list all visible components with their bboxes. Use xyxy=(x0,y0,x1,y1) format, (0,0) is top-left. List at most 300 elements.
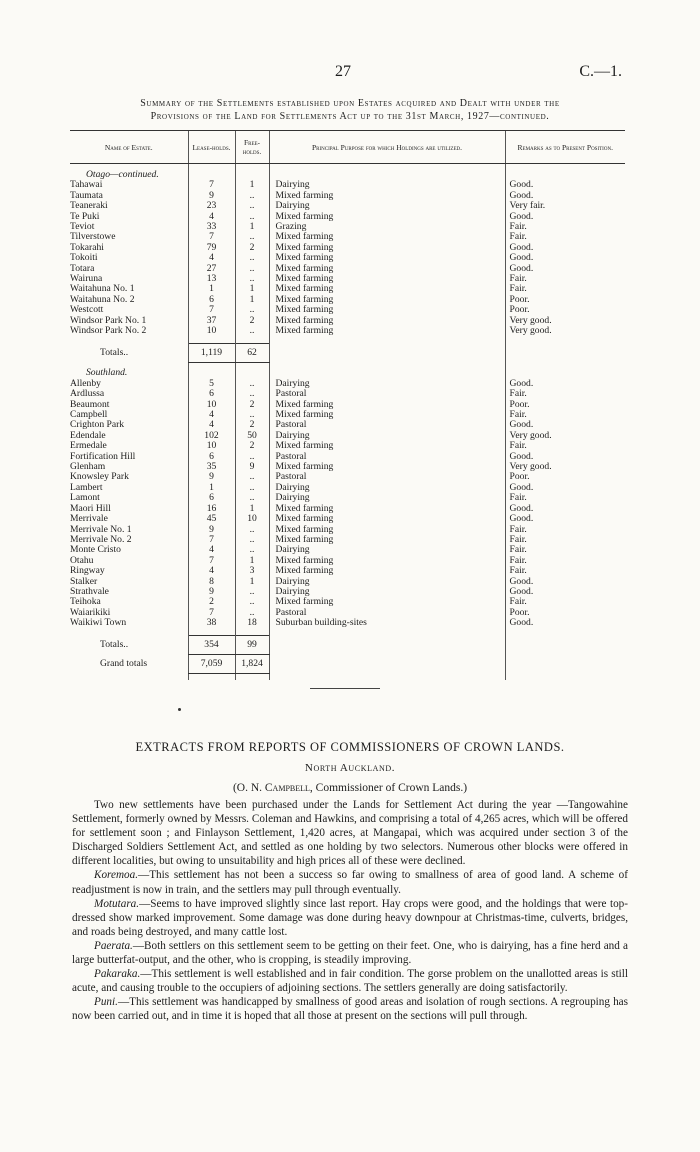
leaseholds-value: 16 xyxy=(188,504,235,514)
spacer-cell xyxy=(269,674,505,681)
estate-name: Allenby xyxy=(70,378,101,389)
table-row xyxy=(70,535,625,545)
purpose-value: Dairying xyxy=(275,586,310,597)
table-row xyxy=(70,618,625,628)
report-body xyxy=(72,798,628,1024)
remarks-value: Fair. xyxy=(505,232,625,242)
remarks-value: Fair. xyxy=(505,274,625,284)
leaseholds-value: 2 xyxy=(188,597,235,607)
region-label: Southland. xyxy=(86,367,128,379)
estate-name-cell xyxy=(70,316,188,326)
remarks-value: Good. xyxy=(505,243,625,253)
purpose-value: Dairying xyxy=(275,493,310,504)
leaseholds-value: 6 xyxy=(188,452,235,462)
page-dot-mark xyxy=(178,708,181,711)
estate-name: Edendale xyxy=(70,430,106,441)
remarks-value: Fair. xyxy=(505,535,625,545)
purpose-cell xyxy=(269,191,505,201)
purpose-cell xyxy=(269,597,505,607)
leaseholds-value: 9 xyxy=(188,191,235,201)
remarks-value: Fair. xyxy=(505,566,625,576)
estate-name: Windsor Park No. 1 xyxy=(70,315,147,326)
freeholds-value: .. xyxy=(235,452,269,462)
table-row xyxy=(70,462,625,472)
remarks-value: Fair. xyxy=(505,222,625,232)
report-paragraph xyxy=(72,897,628,939)
purpose-value: Dairying xyxy=(275,430,310,441)
header-name: Name of Estate. xyxy=(70,131,188,164)
paragraph-text: —This settlement has not been a success so far owing to smallness of area of good land. A scheme of readjustment is now in train, and the settlers may pull through eventually. xyxy=(72,869,628,896)
leaseholds-value: 7 xyxy=(188,535,235,545)
table-row xyxy=(70,566,625,576)
remarks-value: Fair. xyxy=(505,556,625,566)
region-label: Otago—continued. xyxy=(86,169,159,180)
commissioner-name: O. N. Campbell xyxy=(236,782,310,794)
table-row xyxy=(70,587,625,597)
purpose-value: Dairying xyxy=(275,201,310,212)
page-number: 27 xyxy=(335,63,351,80)
table-header-row xyxy=(70,131,625,164)
freeholds-value: 2 xyxy=(235,441,269,451)
estate-name-cell xyxy=(70,608,188,618)
freeholds-value: .. xyxy=(235,389,269,399)
freeholds-value: .. xyxy=(235,191,269,201)
table-caption-line1: Summary of the Settlements established upon Estates acquired and Dealt with under the xyxy=(140,98,560,109)
report-paragraph xyxy=(72,939,628,967)
estate-name: Teaneraki xyxy=(70,201,108,212)
remarks-value: Very good. xyxy=(505,462,625,472)
estate-name: Tokarahi xyxy=(70,242,104,253)
remarks-value: Poor. xyxy=(505,472,625,482)
estate-name: Stalker xyxy=(70,576,98,587)
region-row xyxy=(70,164,625,181)
purpose-cell xyxy=(269,566,505,576)
remarks-value: Fair. xyxy=(505,597,625,607)
header-purpose: Principal Purpose for which Holdings are utilized. xyxy=(269,131,505,164)
estate-name: Ringway xyxy=(70,566,105,577)
estate-name: Otahu xyxy=(70,555,94,566)
purpose-cell xyxy=(269,556,505,566)
estate-name-cell xyxy=(70,483,188,493)
leaseholds-value: 7 xyxy=(188,232,235,242)
purpose-value: Mixed farming xyxy=(275,294,334,305)
freeholds-value: 10 xyxy=(235,514,269,524)
totals-leaseholds: 354 xyxy=(188,635,235,654)
leaseholds-value: 6 xyxy=(188,389,235,399)
estate-name: Teihoka xyxy=(70,597,101,608)
empty-cell xyxy=(505,164,625,181)
paragraph-text: —Both settlers on this settlement seem to be getting on their feet. One, who is dairying, has a fine herd and a large butterfat-output, and the other, who is cropping, is steadily improving. xyxy=(72,939,628,967)
estate-name-cell xyxy=(70,410,188,420)
purpose-value: Mixed farming xyxy=(275,441,334,452)
leaseholds-value: 13 xyxy=(188,274,235,284)
purpose-cell xyxy=(269,212,505,222)
estate-name: Merrivale xyxy=(70,514,108,525)
estate-name: Lamont xyxy=(70,493,100,504)
leaseholds-value: 9 xyxy=(188,472,235,482)
table-row xyxy=(70,514,625,524)
leaseholds-value: 5 xyxy=(188,379,235,389)
leaseholds-value: 6 xyxy=(188,493,235,503)
estate-name-cell xyxy=(70,212,188,222)
freeholds-value: .. xyxy=(235,305,269,315)
estate-name-cell xyxy=(70,243,188,253)
spacer-row xyxy=(70,674,625,681)
estate-name: Waitahuna No. 2 xyxy=(70,294,135,305)
purpose-cell xyxy=(269,201,505,211)
purpose-value: Mixed farming xyxy=(275,211,334,222)
remarks-value: Poor. xyxy=(505,295,625,305)
purpose-value: Dairying xyxy=(275,545,310,556)
purpose-value: Mixed farming xyxy=(275,274,334,285)
purpose-value: Mixed farming xyxy=(275,399,334,410)
estate-name-cell xyxy=(70,535,188,545)
empty-cell xyxy=(505,362,625,378)
leaseholds-value: 4 xyxy=(188,410,235,420)
purpose-cell xyxy=(269,253,505,263)
leaseholds-value: 37 xyxy=(188,316,235,326)
purpose-value: Mixed farming xyxy=(275,232,334,243)
freeholds-value: .. xyxy=(235,493,269,503)
leaseholds-value: 7 xyxy=(188,180,235,190)
report-paragraph xyxy=(72,967,628,995)
estate-name-cell xyxy=(70,472,188,482)
estate-name: Tahawai xyxy=(70,180,103,191)
paragraph-text: Two new settlements have been purchased under the Lands for Settlement Act during the year —Tangowahine Settlement, formerly owned by Messrs. Coleman and Hawkins, and comprising a total of 4,265 acres, which will be offered for settlement soon ; and Finlayson Settlement, 1,420 acres, at Mangapai, which was acquired under section 3 of the Discharged Soldiers Settlement Act, and settled as one holding by two selectors. Numerous other blocks were offered in different localities, but owing to unsuitability and high prices all of these were declined. xyxy=(72,799,628,868)
purpose-cell xyxy=(269,264,505,274)
leaseholds-value: 9 xyxy=(188,525,235,535)
leaseholds-value: 4 xyxy=(188,420,235,430)
remarks-value: Good. xyxy=(505,180,625,190)
leaseholds-value: 10 xyxy=(188,400,235,410)
remarks-value: Fair. xyxy=(505,389,625,399)
purpose-cell xyxy=(269,618,505,628)
estate-name-cell xyxy=(70,295,188,305)
leaseholds-value: 79 xyxy=(188,243,235,253)
estate-name-cell xyxy=(70,441,188,451)
purpose-value: Dairying xyxy=(275,482,310,493)
freeholds-value: 1 xyxy=(235,284,269,294)
freeholds-value: .. xyxy=(235,587,269,597)
freeholds-value: .. xyxy=(235,545,269,555)
estate-name-cell xyxy=(70,180,188,190)
purpose-value: Mixed farming xyxy=(275,242,334,253)
purpose-cell xyxy=(269,326,505,336)
purpose-value: Suburban building-sites xyxy=(275,618,367,629)
freeholds-value: .. xyxy=(235,410,269,420)
estate-name: Westcott xyxy=(70,305,104,316)
purpose-value: Mixed farming xyxy=(275,597,334,608)
estate-name: Crighton Park xyxy=(70,420,125,431)
table-row xyxy=(70,389,625,399)
estate-name: Tilverstowe xyxy=(70,232,116,243)
freeholds-value: 50 xyxy=(235,431,269,441)
estate-name-cell xyxy=(70,420,188,430)
paragraph-lead: Motutara. xyxy=(94,897,140,910)
purpose-cell xyxy=(269,389,505,399)
freeholds-value: 1 xyxy=(235,577,269,587)
purpose-cell xyxy=(269,316,505,326)
purpose-value: Mixed farming xyxy=(275,263,334,274)
header-remarks: Remarks as to Present Position. xyxy=(505,131,625,164)
leaseholds-value: 27 xyxy=(188,264,235,274)
table-row xyxy=(70,274,625,284)
estate-name: Campbell xyxy=(70,410,108,421)
leaseholds-value: 38 xyxy=(188,618,235,628)
estate-name: Strathvale xyxy=(70,586,109,597)
remarks-value: Very good. xyxy=(505,326,625,336)
region-heading: North Auckland. xyxy=(304,762,396,774)
estate-name-cell xyxy=(70,431,188,441)
remarks-value: Fair. xyxy=(505,545,625,555)
region-row xyxy=(70,362,625,378)
leaseholds-value: 1 xyxy=(188,483,235,493)
estate-name: Tokoiti xyxy=(70,253,98,264)
estate-name-cell xyxy=(70,545,188,555)
remarks-value: Good. xyxy=(505,483,625,493)
table-row xyxy=(70,243,625,253)
table-row xyxy=(70,493,625,503)
leaseholds-value: 1 xyxy=(188,284,235,294)
empty-cell xyxy=(505,343,625,362)
totals-label: Totals.. xyxy=(100,638,129,650)
purpose-value: Grazing xyxy=(275,222,307,233)
table-row xyxy=(70,525,625,535)
table-row xyxy=(70,452,625,462)
purpose-cell xyxy=(269,462,505,472)
totals-leaseholds: 1,119 xyxy=(188,343,235,362)
empty-cell xyxy=(269,164,505,181)
table-row xyxy=(70,201,625,211)
totals-freeholds: 62 xyxy=(235,343,269,362)
purpose-value: Mixed farming xyxy=(275,410,334,421)
totals-label: Totals.. xyxy=(100,346,129,358)
remarks-value: Good. xyxy=(505,577,625,587)
purpose-cell xyxy=(269,577,505,587)
estate-name-cell xyxy=(70,253,188,263)
remarks-value: Fair. xyxy=(505,410,625,420)
purpose-value: Mixed farming xyxy=(275,315,334,326)
header-freeholds: Free-holds. xyxy=(235,131,269,164)
table-row xyxy=(70,232,625,242)
leaseholds-value: 23 xyxy=(188,201,235,211)
estate-name: Waikiwi Town xyxy=(70,618,127,629)
estate-name-cell xyxy=(70,493,188,503)
leaseholds-value: 7 xyxy=(188,556,235,566)
purpose-cell xyxy=(269,284,505,294)
remarks-value: Fair. xyxy=(505,441,625,451)
purpose-value: Mixed farming xyxy=(275,524,334,535)
purpose-value: Pastoral xyxy=(275,607,307,618)
leaseholds-value: 102 xyxy=(188,431,235,441)
purpose-value: Dairying xyxy=(275,180,310,191)
paragraph-text: —Seems to have improved slightly since last report. Hay crops were good, and the holdings that were top-dressed show marked improvement. Some damage was done during heavy downpour at Christmas-time, culverts, bridges, and roads being destroyed, and many cattle lost. xyxy=(72,897,628,938)
table-row xyxy=(70,608,625,618)
table-row xyxy=(70,504,625,514)
table-row xyxy=(70,305,625,315)
leaseholds-value: 10 xyxy=(188,441,235,451)
empty-cell xyxy=(269,362,505,378)
purpose-cell xyxy=(269,608,505,618)
commissioner-line: (O. N. Campbell, Commissioner of Crown Lands.) xyxy=(232,782,468,794)
estate-name-cell xyxy=(70,504,188,514)
empty-cell xyxy=(505,654,625,673)
estate-name-cell xyxy=(70,587,188,597)
document-code: C.—1. xyxy=(579,63,622,80)
freeholds-value: .. xyxy=(235,274,269,284)
purpose-cell xyxy=(269,514,505,524)
freeholds-value: 1 xyxy=(235,180,269,190)
remarks-value: Good. xyxy=(505,253,625,263)
leaseholds-value: 4 xyxy=(188,253,235,263)
estate-name-cell xyxy=(70,462,188,472)
purpose-cell xyxy=(269,410,505,420)
table-row xyxy=(70,284,625,294)
purpose-value: Mixed farming xyxy=(275,326,334,337)
purpose-cell xyxy=(269,452,505,462)
estate-name-cell xyxy=(70,201,188,211)
table-row xyxy=(70,597,625,607)
purpose-cell xyxy=(269,295,505,305)
estate-name: Totara xyxy=(70,263,95,274)
remarks-value: Good. xyxy=(505,514,625,524)
totals-row xyxy=(70,343,625,362)
purpose-value: Mixed farming xyxy=(275,555,334,566)
totals-freeholds: 99 xyxy=(235,635,269,654)
leaseholds-value: 35 xyxy=(188,462,235,472)
report-paragraph xyxy=(72,798,628,868)
estate-name: Te Puki xyxy=(70,211,100,222)
purpose-value: Mixed farming xyxy=(275,503,334,514)
freeholds-value: .. xyxy=(235,326,269,336)
estate-name-cell xyxy=(70,618,188,628)
purpose-value: Mixed farming xyxy=(275,253,334,264)
remarks-value: Very good. xyxy=(505,316,625,326)
estate-name-cell xyxy=(70,264,188,274)
table-row xyxy=(70,326,625,336)
leaseholds-value: 4 xyxy=(188,545,235,555)
freeholds-value: .. xyxy=(235,483,269,493)
freeholds-value: 18 xyxy=(235,618,269,628)
freeholds-value: 2 xyxy=(235,420,269,430)
empty-cell xyxy=(188,362,235,378)
report-paragraph xyxy=(72,868,628,896)
table-row xyxy=(70,212,625,222)
estate-name-cell xyxy=(70,577,188,587)
remarks-value: Very good. xyxy=(505,431,625,441)
estate-name: Glenham xyxy=(70,462,106,473)
estate-name-cell xyxy=(70,379,188,389)
estate-name-cell xyxy=(70,525,188,535)
settlements-table xyxy=(70,130,625,680)
estate-name-cell xyxy=(70,597,188,607)
empty-cell xyxy=(188,164,235,181)
leaseholds-value: 4 xyxy=(188,566,235,576)
estate-name-cell xyxy=(70,400,188,410)
table-row xyxy=(70,253,625,263)
estate-name: Wairuna xyxy=(70,274,103,285)
purpose-cell xyxy=(269,305,505,315)
estate-name-cell xyxy=(70,222,188,232)
table-row xyxy=(70,472,625,482)
purpose-value: Mixed farming xyxy=(275,514,334,525)
estate-name-cell xyxy=(70,389,188,399)
freeholds-value: 1 xyxy=(235,222,269,232)
grand-totals-row xyxy=(70,654,625,673)
table-row xyxy=(70,483,625,493)
table-row xyxy=(70,191,625,201)
estate-name-cell xyxy=(70,452,188,462)
empty-cell xyxy=(269,654,505,673)
table-row xyxy=(70,545,625,555)
purpose-cell xyxy=(269,441,505,451)
estate-name: Fortification Hill xyxy=(70,451,136,462)
remarks-value: Good. xyxy=(505,264,625,274)
estate-name: Monte Cristo xyxy=(70,545,121,556)
estate-name-cell xyxy=(70,191,188,201)
remarks-value: Good. xyxy=(505,191,625,201)
leaseholds-value: 10 xyxy=(188,326,235,336)
remarks-value: Very fair. xyxy=(505,201,625,211)
estate-name: Taumata xyxy=(70,190,103,201)
purpose-value: Pastoral xyxy=(275,472,307,483)
table-row xyxy=(70,379,625,389)
estate-name: Merrivale No. 1 xyxy=(70,524,132,535)
purpose-cell xyxy=(269,379,505,389)
remarks-value: Fair. xyxy=(505,493,625,503)
totals-row xyxy=(70,635,625,654)
freeholds-value: 3 xyxy=(235,566,269,576)
freeholds-value: 1 xyxy=(235,295,269,305)
spacer-cell xyxy=(235,674,269,681)
estate-name-cell xyxy=(70,232,188,242)
estate-name-cell xyxy=(70,566,188,576)
purpose-value: Pastoral xyxy=(275,420,307,431)
leaseholds-value: 33 xyxy=(188,222,235,232)
freeholds-value: .. xyxy=(235,264,269,274)
estate-name-cell xyxy=(70,514,188,524)
purpose-value: Mixed farming xyxy=(275,305,334,316)
grand-totals-leaseholds: 7,059 xyxy=(188,654,235,673)
table-row xyxy=(70,295,625,305)
estate-name: Ardlussa xyxy=(70,389,105,400)
freeholds-value: .. xyxy=(235,525,269,535)
remarks-value: Good. xyxy=(505,587,625,597)
paragraph-lead: Koremoa. xyxy=(94,869,139,882)
leaseholds-value: 6 xyxy=(188,295,235,305)
freeholds-value: .. xyxy=(235,379,269,389)
purpose-cell xyxy=(269,545,505,555)
purpose-cell xyxy=(269,274,505,284)
leaseholds-value: 4 xyxy=(188,212,235,222)
remarks-value: Poor. xyxy=(505,305,625,315)
table-row xyxy=(70,222,625,232)
purpose-cell xyxy=(269,222,505,232)
remarks-value: Good. xyxy=(505,379,625,389)
estate-name-cell xyxy=(70,326,188,336)
table-row xyxy=(70,431,625,441)
purpose-cell xyxy=(269,243,505,253)
estate-name: Lambert xyxy=(70,482,103,493)
purpose-value: Dairying xyxy=(275,576,310,587)
grand-totals-label: Grand totals xyxy=(100,657,148,669)
table-row xyxy=(70,316,625,326)
table-row xyxy=(70,556,625,566)
empty-cell xyxy=(235,164,269,181)
estate-name: Waitahuna No. 1 xyxy=(70,284,135,295)
purpose-value: Pastoral xyxy=(275,389,307,400)
table-row xyxy=(70,577,625,587)
